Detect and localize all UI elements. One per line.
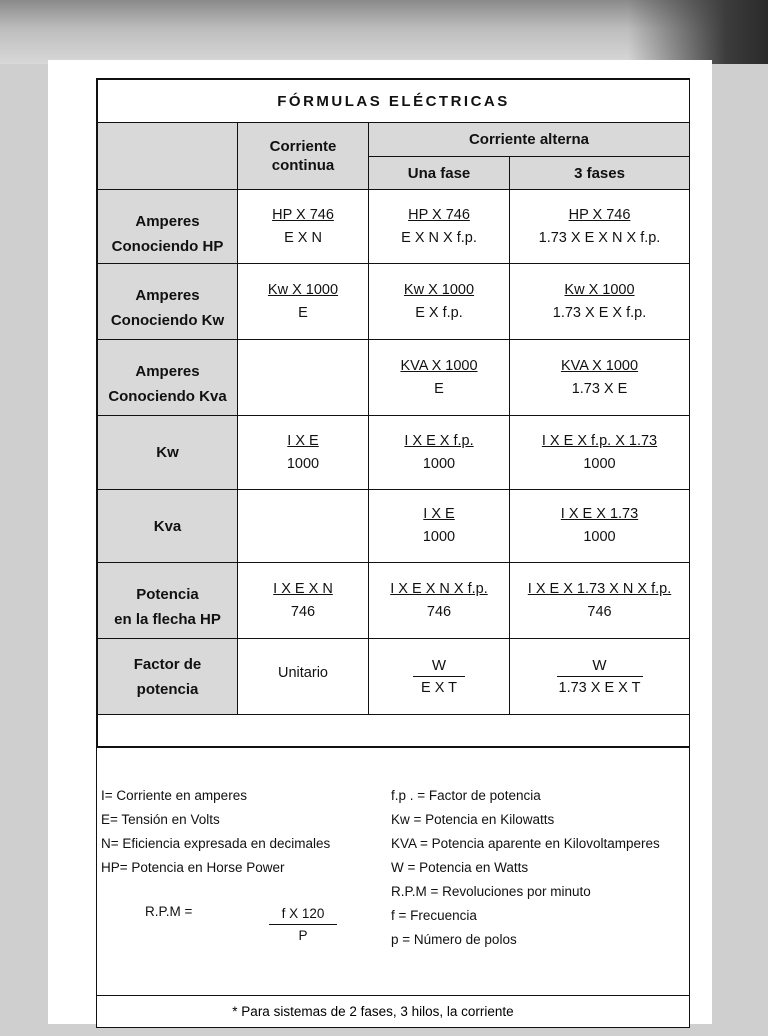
spacer-row — [98, 715, 690, 747]
formula-numerator: I X E X N X f.p. — [390, 580, 488, 597]
row-label — [98, 639, 238, 715]
formula-cell — [238, 416, 369, 490]
row-label-line: Conociendo Kva — [108, 387, 227, 405]
formula-numerator: I X E — [287, 432, 319, 449]
formula-denominator: E X N X f.p. — [401, 229, 477, 246]
legend — [97, 747, 689, 996]
formula-denominator: E X N — [284, 229, 322, 246]
formula-denominator: 1.73 X E X T — [558, 679, 641, 696]
formula-cell — [510, 416, 690, 490]
formula-cell — [238, 563, 369, 639]
formula-numerator: W — [557, 656, 643, 677]
row-label-line: Conociendo Kw — [110, 311, 225, 329]
formula-cell — [369, 264, 510, 340]
footnote — [97, 995, 689, 1036]
row-label-line: Amperes — [135, 212, 200, 230]
legend-item: p = Número de polos — [391, 932, 517, 947]
formula-denominator: 1000 — [286, 455, 320, 472]
row-label-line: Potencia — [136, 585, 199, 603]
header-three-phase: 3 fases — [510, 157, 690, 190]
row-label-line: Amperes — [135, 362, 200, 380]
formula-denominator: 746 — [587, 603, 612, 620]
formula-cell — [510, 490, 690, 563]
formula-numerator: I X E X 1.73 X N X f.p. — [527, 580, 672, 597]
formula-cell-empty — [238, 340, 369, 416]
legend-right — [391, 784, 660, 952]
formula-denominator: 1.73 X E X f.p. — [552, 304, 647, 321]
table-row — [98, 264, 690, 340]
formula-numerator: KVA X 1000 — [400, 357, 478, 374]
formula-denominator: E X T — [421, 679, 457, 696]
table-row — [98, 639, 690, 715]
legend-item: KVA = Potencia aparente en Kilovoltamperes — [391, 836, 660, 851]
formula-numerator: I X E — [423, 506, 455, 522]
row-label — [98, 190, 238, 264]
legend-item: E= Tensión en Volts — [101, 812, 220, 827]
formula-cell-empty — [238, 490, 369, 563]
header-single-phase: Una fase — [369, 157, 510, 190]
page-title: FÓRMULAS ELÉCTRICAS — [98, 80, 690, 123]
formula-cell — [369, 190, 510, 264]
header-ac: Corriente alterna — [369, 123, 690, 157]
row-label-line: potencia — [136, 680, 199, 698]
table-row — [98, 416, 690, 490]
legend-item: N= Eficiencia expresada en decimales — [101, 836, 331, 851]
formula-sheet — [96, 78, 690, 1028]
formula-cell — [369, 340, 510, 416]
formula-cell — [510, 190, 690, 264]
header-dc-label: Corriente continua — [269, 138, 337, 174]
formula-numerator: Kw X 1000 — [267, 281, 339, 298]
legend-item: I= Corriente en amperes — [101, 788, 247, 803]
formula-table — [97, 79, 690, 747]
formula-numerator: I X E X f.p. X 1.73 — [541, 432, 658, 449]
formula-cell — [238, 639, 369, 715]
footnote-text: * Para sistemas de 2 fases, 3 hilos, la corriente — [232, 1004, 514, 1019]
formula-denominator: 746 — [426, 603, 452, 620]
row-label — [98, 563, 238, 639]
table-row — [98, 490, 690, 563]
formula-cell — [510, 264, 690, 340]
formula-denominator: 1000 — [422, 455, 456, 472]
formula-denominator: 1000 — [422, 529, 456, 545]
row-label — [98, 340, 238, 416]
formula-cell — [238, 190, 369, 264]
row-label-line: Kw — [156, 444, 179, 461]
formula-cell — [510, 639, 690, 715]
formula-numerator: HP X 746 — [272, 206, 334, 223]
formula-denominator: 1000 — [583, 455, 616, 472]
row-label — [98, 490, 238, 563]
formula-numerator: HP X 746 — [408, 206, 470, 223]
legend-item: HP= Potencia en Horse Power — [101, 860, 285, 875]
formula-cell — [369, 639, 510, 715]
table-row — [98, 340, 690, 416]
formula-cell — [510, 340, 690, 416]
row-label-line: Amperes — [135, 286, 200, 304]
formula-cell — [369, 416, 510, 490]
legend-item: f.p . = Factor de potencia — [391, 788, 541, 803]
formula-denominator: 746 — [290, 603, 316, 620]
header-blank — [98, 123, 238, 190]
top-banner-shade — [628, 0, 768, 64]
legend-left — [101, 784, 330, 880]
formula-numerator: Kw X 1000 — [403, 281, 475, 298]
formula-denominator: E — [298, 304, 308, 321]
formula-numerator: KVA X 1000 — [560, 357, 639, 374]
formula-numerator: I X E X N — [273, 580, 333, 597]
table-row — [98, 190, 690, 264]
formula-cell — [238, 264, 369, 340]
formula-denominator: E X f.p. — [415, 304, 463, 321]
header-dc — [238, 123, 369, 190]
legend-item: R.P.M = Revoluciones por minuto — [391, 884, 591, 899]
formula-numerator: HP X 746 — [568, 206, 631, 223]
formula-denominator: 1.73 X E — [571, 380, 628, 397]
row-label-line: Conociendo HP — [111, 237, 224, 255]
formula-numerator: I X E X 1.73 — [560, 506, 639, 522]
rpm-formula — [269, 904, 337, 947]
row-label — [98, 264, 238, 340]
row-label-line: en la flecha HP — [114, 610, 221, 628]
row-label-line: Kva — [153, 517, 182, 535]
rpm-numerator: f X 120 — [269, 904, 337, 925]
row-label-line: Factor de — [133, 655, 202, 673]
formula-numerator: Kw X 1000 — [564, 281, 635, 298]
formula-cell — [369, 490, 510, 563]
legend-item: f = Frecuencia — [391, 908, 477, 923]
rpm-label: R.P.M = — [145, 904, 193, 919]
formula-denominator: 1.73 X E X N X f.p. — [538, 229, 661, 246]
formula-denominator: 1000 — [583, 529, 616, 545]
formula-numerator: I X E X f.p. — [404, 432, 474, 449]
formula-numerator: W — [413, 656, 465, 677]
row-label — [98, 416, 238, 490]
formula-denominator: E — [434, 380, 444, 397]
legend-item: Kw = Potencia en Kilowatts — [391, 812, 555, 827]
table-row — [98, 563, 690, 639]
formula-cell — [369, 563, 510, 639]
rpm-denominator: P — [298, 928, 308, 943]
legend-item: W = Potencia en Watts — [391, 860, 529, 875]
formula-plain-text: Unitario — [278, 665, 328, 681]
formula-cell — [510, 563, 690, 639]
